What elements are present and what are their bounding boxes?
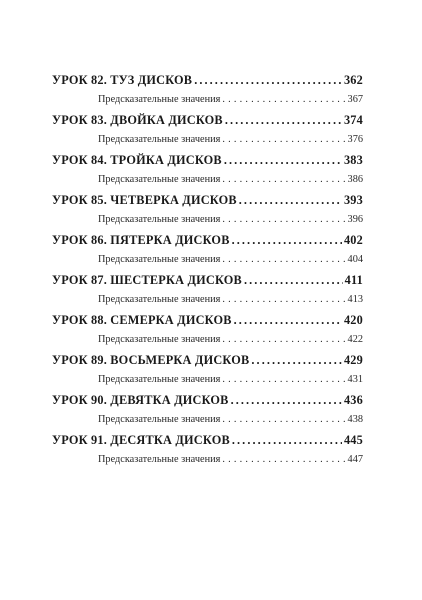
subsection-line[interactable] [52, 290, 363, 310]
lesson-number: УРОК 90. [52, 393, 107, 407]
subsection-label: Предсказательные значения [98, 374, 221, 385]
dot-leader [222, 410, 345, 430]
dot-leader [222, 370, 345, 390]
subsection-label: Предсказательные значения [98, 214, 221, 225]
subsection-label: Предсказательные значения [98, 134, 221, 145]
subsection-line[interactable] [52, 410, 363, 430]
dot-leader [234, 310, 342, 330]
subsection-page-number: 447 [347, 454, 363, 465]
lesson-page-number: 393 [343, 193, 363, 207]
subsection-label: Предсказательные значения [98, 334, 221, 345]
lesson-heading[interactable] [52, 110, 363, 130]
subsection-label: Предсказательные значения [98, 94, 221, 105]
lesson-title: ВОСЬМЕРКА ДИСКОВ [110, 353, 250, 367]
toc-entry [52, 110, 363, 150]
dot-leader [222, 290, 345, 310]
subsection-page-number: 376 [347, 134, 363, 145]
lesson-title: ТРОЙКА ДИСКОВ [110, 153, 222, 167]
dot-leader [225, 110, 342, 130]
toc-entry [52, 390, 363, 430]
lesson-heading[interactable] [52, 310, 363, 330]
lesson-heading[interactable] [52, 230, 363, 250]
lesson-page-number: 374 [343, 113, 363, 127]
toc-entry [52, 430, 363, 470]
subsection-label: Предсказательные значения [98, 294, 221, 305]
lesson-title: ПЯТЕРКА ДИСКОВ [110, 233, 230, 247]
dot-leader [222, 90, 345, 110]
subsection-page-number: 367 [347, 94, 363, 105]
lesson-number: УРОК 86. [52, 233, 107, 247]
subsection-label: Предсказательные значения [98, 454, 221, 465]
dot-leader [224, 150, 342, 170]
dot-leader [222, 130, 345, 150]
lesson-title: СЕМЕРКА ДИСКОВ [110, 313, 232, 327]
subsection-label: Предсказательные значения [98, 174, 221, 185]
lesson-number: УРОК 91. [52, 433, 107, 447]
lesson-number: УРОК 88. [52, 313, 107, 327]
dot-leader [232, 430, 342, 450]
lesson-title: ШЕСТЕРКА ДИСКОВ [110, 273, 242, 287]
lesson-heading[interactable] [52, 190, 363, 210]
subsection-line[interactable] [52, 250, 363, 270]
dot-leader [194, 70, 342, 90]
lesson-number: УРОК 89. [52, 353, 107, 367]
subsection-line[interactable] [52, 210, 363, 230]
lesson-heading[interactable] [52, 150, 363, 170]
lesson-number: УРОК 82. [52, 73, 107, 87]
lesson-heading[interactable] [52, 430, 363, 450]
subsection-label: Предсказательные значения [98, 414, 221, 425]
subsection-page-number: 422 [347, 334, 363, 345]
subsection-page-number: 431 [347, 374, 363, 385]
table-of-contents [52, 70, 363, 470]
dot-leader [232, 230, 342, 250]
subsection-label: Предсказательные значения [98, 254, 221, 265]
toc-entry [52, 150, 363, 190]
subsection-page-number: 438 [347, 414, 363, 425]
lesson-page-number: 429 [343, 353, 363, 367]
lesson-page-number: 445 [343, 433, 363, 447]
dot-leader [231, 390, 342, 410]
toc-entry [52, 270, 363, 310]
subsection-line[interactable] [52, 370, 363, 390]
dot-leader [222, 450, 345, 470]
toc-entry [52, 350, 363, 390]
lesson-title: ДВОЙКА ДИСКОВ [110, 113, 223, 127]
toc-entry [52, 230, 363, 270]
subsection-line[interactable] [52, 450, 363, 470]
subsection-page-number: 386 [347, 174, 363, 185]
lesson-page-number: 362 [343, 73, 363, 87]
dot-leader [222, 170, 345, 190]
lesson-number: УРОК 87. [52, 273, 107, 287]
subsection-page-number: 404 [347, 254, 363, 265]
dot-leader [222, 250, 345, 270]
lesson-heading[interactable] [52, 350, 363, 370]
lesson-page-number: 383 [343, 153, 363, 167]
lesson-heading[interactable] [52, 70, 363, 90]
subsection-page-number: 396 [347, 214, 363, 225]
subsection-line[interactable] [52, 170, 363, 190]
dot-leader [239, 190, 342, 210]
lesson-heading[interactable] [52, 270, 363, 290]
dot-leader [251, 350, 342, 370]
toc-entry [52, 190, 363, 230]
subsection-page-number: 413 [347, 294, 363, 305]
lesson-page-number: 436 [343, 393, 363, 407]
lesson-number: УРОК 83. [52, 113, 107, 127]
lesson-page-number: 420 [343, 313, 363, 327]
dot-leader [244, 270, 343, 290]
lesson-title: ЧЕТВЕРКА ДИСКОВ [110, 193, 237, 207]
subsection-line[interactable] [52, 130, 363, 150]
lesson-title: ДЕСЯТКА ДИСКОВ [110, 433, 230, 447]
dot-leader [222, 330, 345, 350]
toc-entry [52, 310, 363, 350]
subsection-line[interactable] [52, 90, 363, 110]
lesson-number: УРОК 85. [52, 193, 107, 207]
lesson-title: ТУЗ ДИСКОВ [110, 73, 193, 87]
lesson-page-number: 411 [344, 273, 363, 287]
toc-entry [52, 70, 363, 110]
subsection-line[interactable] [52, 330, 363, 350]
dot-leader [222, 210, 345, 230]
lesson-page-number: 402 [343, 233, 363, 247]
lesson-title: ДЕВЯТКА ДИСКОВ [110, 393, 229, 407]
lesson-heading[interactable] [52, 390, 363, 410]
lesson-number: УРОК 84. [52, 153, 107, 167]
